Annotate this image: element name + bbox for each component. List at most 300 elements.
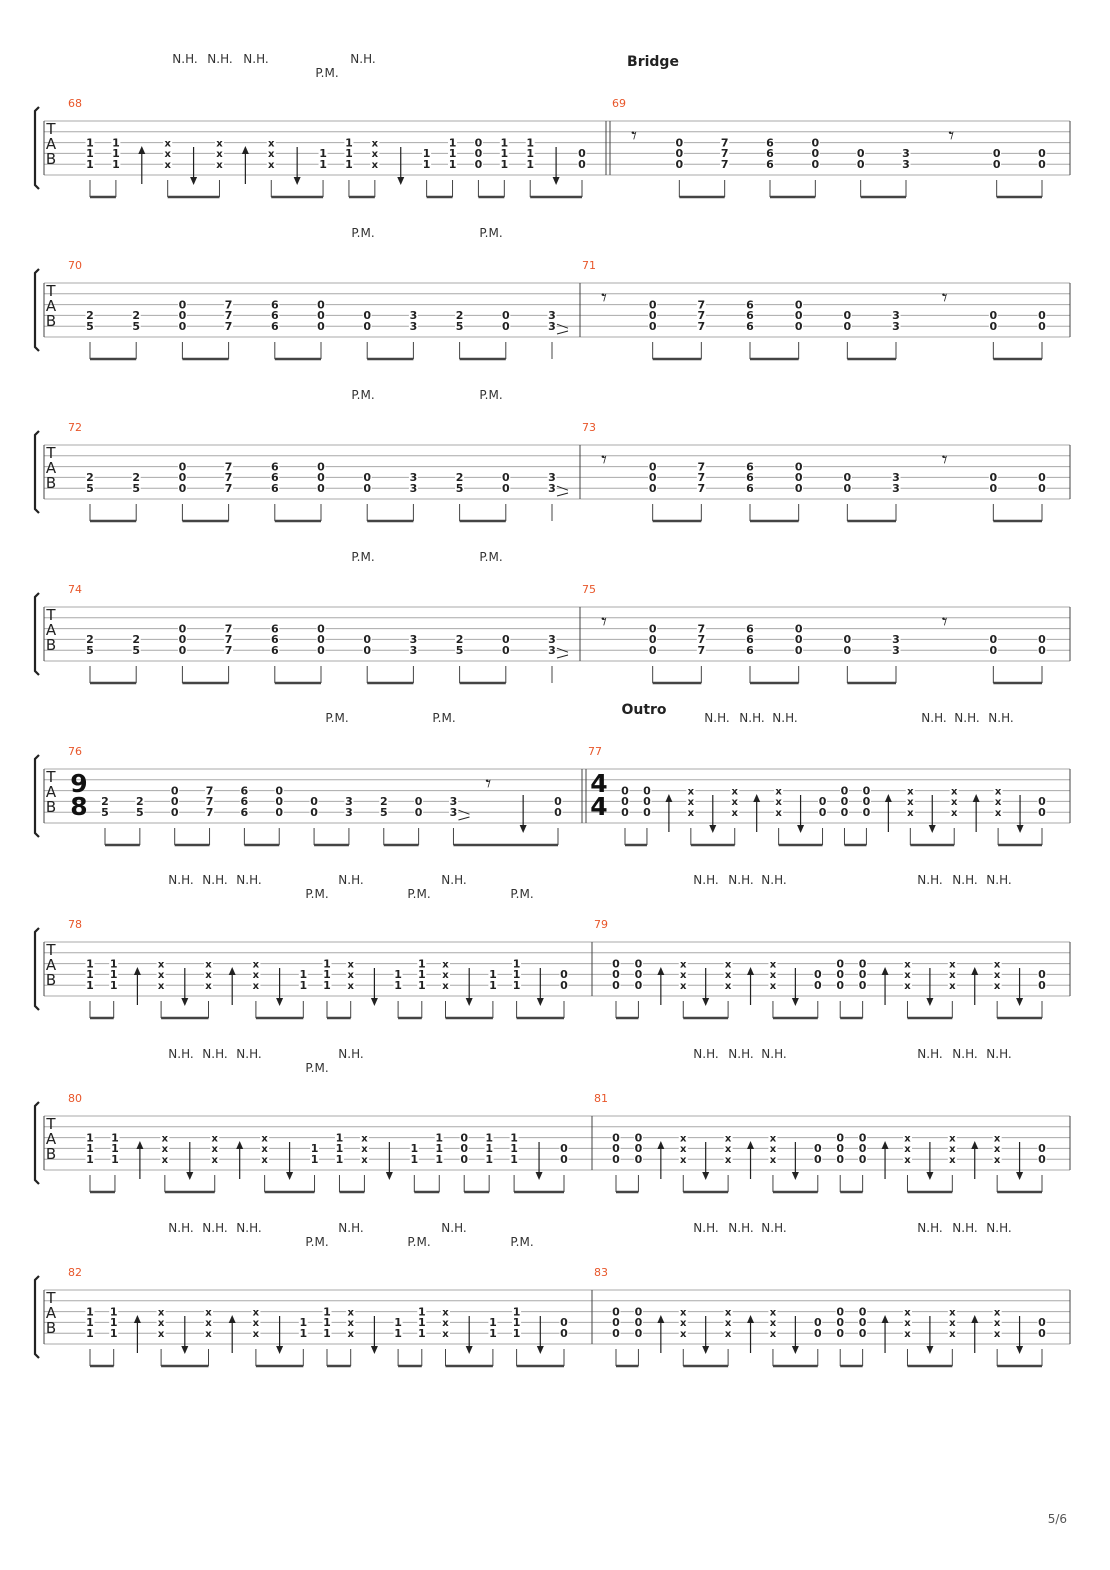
fret-number: 0 xyxy=(840,795,849,809)
bar-number: 83 xyxy=(594,1266,608,1279)
fret-number: 3 xyxy=(892,471,900,485)
dead-note: x xyxy=(252,970,260,982)
dead-note: x xyxy=(371,138,379,150)
dead-note: x xyxy=(205,1318,212,1330)
downstroke-arrow-head xyxy=(276,1346,283,1354)
upstroke-arrow-head xyxy=(136,1141,143,1149)
fret-number: 3 xyxy=(548,471,556,485)
fret-number: 3 xyxy=(409,320,418,333)
dead-note: x xyxy=(680,1329,687,1340)
bar-number: 71 xyxy=(582,259,596,272)
fret-number: 6 xyxy=(746,622,754,636)
fret-number: 0 xyxy=(363,309,372,323)
tab-clef-letter: T xyxy=(46,444,56,462)
fret-number: 0 xyxy=(794,320,803,333)
fret-number: 1 xyxy=(345,158,353,171)
downstroke-arrow-head xyxy=(1017,825,1024,833)
fret-number: 3 xyxy=(902,147,910,161)
fret-number: 6 xyxy=(746,482,754,495)
dead-note: x xyxy=(769,1155,777,1166)
tab-clef-letter: T xyxy=(46,606,56,624)
downstroke-arrow-head xyxy=(709,825,716,833)
fret-number: 0 xyxy=(794,644,803,657)
fret-number: 0 xyxy=(862,795,871,809)
dead-note: x xyxy=(904,1144,911,1156)
fret-number: 0 xyxy=(1038,644,1046,657)
fret-number: 2 xyxy=(455,633,464,647)
fret-number: 6 xyxy=(746,471,754,485)
dead-note: x xyxy=(164,149,171,161)
natural-harmonic-label: N.H. xyxy=(236,1221,262,1235)
upstroke-arrow-head xyxy=(753,794,760,802)
fret-number: 0 xyxy=(612,1305,620,1319)
dead-note: x xyxy=(680,1307,687,1319)
dead-note: x xyxy=(994,797,1002,809)
fret-number: 5 xyxy=(101,806,109,819)
dead-note: x xyxy=(216,138,223,150)
fret-number: 0 xyxy=(634,957,643,971)
fret-number: 0 xyxy=(818,806,827,819)
dead-note: x xyxy=(261,1155,268,1166)
fret-number: 0 xyxy=(554,806,562,819)
system-bracket xyxy=(35,755,39,837)
fret-number: 0 xyxy=(989,320,998,333)
fret-number: 1 xyxy=(394,968,402,982)
fret-number: 0 xyxy=(317,309,325,323)
fret-number: 7 xyxy=(224,320,233,333)
fret-number: 0 xyxy=(170,784,179,798)
fret-number: 0 xyxy=(989,471,998,485)
fret-number: 1 xyxy=(111,1142,119,1156)
dead-note: x xyxy=(724,1329,732,1340)
fret-number: 0 xyxy=(634,1142,643,1156)
dead-note: x xyxy=(731,797,738,809)
dead-note: x xyxy=(769,1133,777,1145)
fret-number: 6 xyxy=(270,298,279,312)
bar-number: 74 xyxy=(68,583,82,596)
fret-number: 1 xyxy=(109,979,118,992)
dead-note: x xyxy=(994,808,1002,819)
tab-clef-letter: T xyxy=(46,120,56,138)
downstroke-arrow-head xyxy=(926,1346,933,1354)
fret-number: 1 xyxy=(323,1316,331,1330)
eighth-rest: 𝄾 xyxy=(948,124,955,149)
bar-number: 77 xyxy=(588,745,602,758)
measure xyxy=(68,918,569,1018)
fret-number: 0 xyxy=(836,1153,845,1166)
fret-number: 0 xyxy=(501,644,510,657)
fret-number: 1 xyxy=(422,147,431,161)
fret-number: 6 xyxy=(746,309,754,323)
fret-number: 1 xyxy=(335,1142,344,1156)
fret-number: 5 xyxy=(86,320,94,333)
fret-number: 0 xyxy=(648,622,657,636)
dead-note: x xyxy=(907,797,914,809)
fret-number: 5 xyxy=(86,482,94,495)
fret-number: 7 xyxy=(224,309,233,323)
dead-note: x xyxy=(157,1318,165,1330)
palm-mute-label: P.M. xyxy=(479,388,503,402)
dead-note: x xyxy=(252,1318,260,1330)
dead-note: x xyxy=(769,970,777,982)
dead-note: x xyxy=(442,981,449,992)
fret-number: 0 xyxy=(836,979,845,992)
upstroke-arrow-head xyxy=(657,1315,664,1323)
fret-number: 0 xyxy=(794,622,803,636)
tab-system xyxy=(35,388,1070,521)
measure xyxy=(580,259,1047,359)
palm-mute-label: P.M. xyxy=(510,887,534,901)
upstroke-arrow-head xyxy=(971,1141,978,1149)
natural-harmonic-label: N.H. xyxy=(728,1221,754,1235)
fret-number: 0 xyxy=(317,622,325,636)
dead-note: x xyxy=(205,981,212,992)
fret-number: 0 xyxy=(1038,309,1046,323)
fret-number: 1 xyxy=(319,147,327,161)
fret-number: 1 xyxy=(485,1153,493,1166)
eighth-rest: 𝄾 xyxy=(941,448,948,473)
fret-number: 1 xyxy=(417,1316,426,1330)
dead-note: x xyxy=(949,1133,956,1145)
fret-number: 5 xyxy=(132,320,141,333)
fret-number: 7 xyxy=(697,298,706,312)
natural-harmonic-label: N.H. xyxy=(988,711,1014,725)
dead-note: x xyxy=(347,1318,354,1330)
fret-number: 7 xyxy=(697,644,706,657)
fret-number: 2 xyxy=(132,633,141,647)
fret-number: 0 xyxy=(310,806,318,819)
fret-number: 0 xyxy=(501,309,510,323)
dead-note: x xyxy=(211,1155,218,1166)
fret-number: 0 xyxy=(794,482,803,495)
tab-system xyxy=(35,873,1070,1018)
dead-note: x xyxy=(157,1307,165,1319)
fret-number: 1 xyxy=(335,1153,344,1166)
fret-number: 0 xyxy=(811,136,820,150)
fret-number: 0 xyxy=(363,644,372,657)
fret-number: 1 xyxy=(512,1305,521,1319)
fret-number: 1 xyxy=(448,136,457,150)
tab-clef-letter: T xyxy=(46,768,56,786)
dead-note: x xyxy=(731,808,738,819)
fret-number: 0 xyxy=(178,482,187,495)
tab-clef-letter: A xyxy=(45,621,57,639)
natural-harmonic-label: N.H. xyxy=(236,1047,262,1061)
downstroke-arrow-head xyxy=(181,998,188,1006)
system-bracket xyxy=(35,1102,39,1184)
fret-number: 0 xyxy=(836,1142,845,1156)
natural-harmonic-label: N.H. xyxy=(338,1221,364,1235)
bar-number: 68 xyxy=(68,97,82,110)
fret-number: 1 xyxy=(526,147,535,161)
fret-number: 1 xyxy=(485,1131,493,1145)
dead-note: x xyxy=(687,786,695,798)
natural-harmonic-label: N.H. xyxy=(728,1047,754,1061)
bar-number: 79 xyxy=(594,918,608,931)
fret-number: 0 xyxy=(634,968,643,982)
fret-number: 0 xyxy=(560,1316,568,1330)
fret-number: 0 xyxy=(836,957,845,971)
tab-clef-letter: A xyxy=(45,783,57,801)
dead-note: x xyxy=(161,1155,169,1166)
upstroke-arrow-head xyxy=(882,967,889,975)
downstroke-arrow-head xyxy=(792,998,799,1006)
downstroke-arrow-head xyxy=(702,1172,709,1180)
dead-note: x xyxy=(993,981,1001,992)
dead-note: x xyxy=(347,1329,354,1340)
natural-harmonic-label: N.H. xyxy=(986,1221,1012,1235)
fret-number: 1 xyxy=(510,1153,518,1166)
fret-number: 7 xyxy=(224,622,233,636)
fret-number: 0 xyxy=(178,460,187,474)
system-bracket xyxy=(35,1276,39,1358)
fret-number: 0 xyxy=(1038,471,1046,485)
bar-number: 76 xyxy=(68,745,82,758)
fret-number: 0 xyxy=(474,158,483,171)
fret-number: 0 xyxy=(560,968,568,982)
fret-number: 0 xyxy=(813,1327,822,1340)
fret-number: 7 xyxy=(697,622,706,636)
downstroke-arrow-head xyxy=(181,1346,188,1354)
palm-mute-label: P.M. xyxy=(351,226,375,240)
dead-note: x xyxy=(268,138,275,150)
tab-clef-letter: T xyxy=(46,282,56,300)
fret-number: 2 xyxy=(86,309,94,323)
fret-number: 1 xyxy=(111,1131,119,1145)
fret-number: 0 xyxy=(1038,482,1046,495)
natural-harmonic-label: N.H. xyxy=(761,1047,787,1061)
dead-note: x xyxy=(361,1155,368,1166)
downstroke-arrow-head xyxy=(536,1172,543,1180)
system-bracket xyxy=(35,431,39,513)
fret-number: 1 xyxy=(510,1131,518,1145)
dead-note: x xyxy=(157,970,165,982)
fret-number: 0 xyxy=(843,482,852,495)
fret-number: 1 xyxy=(109,1305,118,1319)
fret-number: 7 xyxy=(224,633,233,647)
natural-harmonic-label: N.H. xyxy=(441,873,467,887)
fret-number: 0 xyxy=(560,1327,568,1340)
fret-number: 0 xyxy=(363,482,372,495)
fret-number: 0 xyxy=(840,806,849,819)
tab-clef-letter: T xyxy=(46,941,56,959)
system-bracket xyxy=(35,928,39,1010)
fret-number: 0 xyxy=(634,1305,643,1319)
natural-harmonic-label: N.H. xyxy=(202,1221,228,1235)
downstroke-arrow-head xyxy=(929,825,936,833)
bar-number: 70 xyxy=(68,259,82,272)
fret-number: 0 xyxy=(178,471,187,485)
fret-number: 6 xyxy=(270,471,279,485)
tab-system xyxy=(35,550,1070,683)
tab-system xyxy=(35,226,1070,359)
fret-number: 0 xyxy=(317,482,325,495)
fret-number: 0 xyxy=(1038,806,1046,819)
upstroke-arrow-head xyxy=(242,146,249,154)
tab-clef-letter: B xyxy=(45,474,57,492)
downstroke-arrow-head xyxy=(466,1346,473,1354)
fret-number: 0 xyxy=(275,784,284,798)
eighth-rest: 𝄾 xyxy=(941,286,948,311)
fret-number: 0 xyxy=(501,482,510,495)
fret-number: 1 xyxy=(310,1153,319,1166)
system-bracket xyxy=(35,107,39,189)
fret-number: 0 xyxy=(989,644,998,657)
fret-number: 0 xyxy=(578,158,586,171)
fret-number: 0 xyxy=(858,968,867,982)
natural-harmonic-label: N.H. xyxy=(772,711,798,725)
fret-number: 1 xyxy=(109,957,118,971)
fret-number: 7 xyxy=(205,784,214,798)
fret-number: 0 xyxy=(1038,320,1046,333)
dead-note: x xyxy=(904,970,911,982)
fret-number: 6 xyxy=(240,795,249,809)
fret-number: 0 xyxy=(811,158,820,171)
fret-number: 0 xyxy=(992,158,1001,171)
upstroke-arrow-head xyxy=(882,1315,889,1323)
fret-number: 3 xyxy=(409,644,418,657)
natural-harmonic-label: N.H. xyxy=(338,873,364,887)
fret-number: 6 xyxy=(746,320,754,333)
tab-clef-letter: B xyxy=(45,1145,57,1163)
palm-mute-label: P.M. xyxy=(510,1235,534,1249)
fret-number: 0 xyxy=(612,1131,620,1145)
downstroke-arrow-head xyxy=(1016,1346,1023,1354)
tab-clef-letter: B xyxy=(45,312,57,330)
fret-number: 0 xyxy=(560,1142,568,1156)
fret-number: 3 xyxy=(892,309,900,323)
dead-note: x xyxy=(687,808,695,819)
natural-harmonic-label: N.H. xyxy=(693,873,719,887)
fret-number: 1 xyxy=(435,1142,444,1156)
fret-number: 0 xyxy=(1038,1142,1046,1156)
measure xyxy=(68,583,568,683)
dead-note: x xyxy=(361,1144,368,1156)
fret-number: 0 xyxy=(858,1153,867,1166)
fret-number: 0 xyxy=(621,806,629,819)
slide-mark xyxy=(557,493,568,496)
downstroke-arrow-head xyxy=(553,177,560,185)
upstroke-arrow-head xyxy=(229,1315,236,1323)
fret-number: 7 xyxy=(720,158,729,171)
fret-number: 1 xyxy=(86,147,94,161)
measure xyxy=(68,745,563,845)
fret-number: 0 xyxy=(1038,147,1046,161)
dead-note: x xyxy=(347,970,354,982)
natural-harmonic-label: N.H. xyxy=(168,1221,194,1235)
fret-number: 6 xyxy=(270,460,279,474)
measure xyxy=(68,97,587,197)
bar-number: 82 xyxy=(68,1266,82,1279)
natural-harmonic-label: N.H. xyxy=(954,711,980,725)
fret-number: 0 xyxy=(648,460,657,474)
system-bracket xyxy=(35,269,39,351)
natural-harmonic-label: N.H. xyxy=(243,52,269,66)
natural-harmonic-label: N.H. xyxy=(921,711,947,725)
fret-number: 1 xyxy=(512,979,521,992)
tab-clef-letter: B xyxy=(45,971,57,989)
fret-number: 2 xyxy=(132,309,141,323)
dead-note: x xyxy=(268,160,275,171)
fret-number: 0 xyxy=(275,795,284,809)
fret-number: 6 xyxy=(746,633,754,647)
fret-number: 1 xyxy=(86,1327,94,1340)
fret-number: 1 xyxy=(526,136,535,150)
upstroke-arrow-head xyxy=(747,967,754,975)
fret-number: 1 xyxy=(299,1316,308,1330)
fret-number: 7 xyxy=(720,147,729,161)
downstroke-arrow-head xyxy=(190,177,197,185)
fret-number: 6 xyxy=(270,320,279,333)
downstroke-arrow-head xyxy=(792,1346,799,1354)
dead-note: x xyxy=(371,160,379,171)
fret-number: 1 xyxy=(323,1305,331,1319)
tab-systems xyxy=(35,52,1070,1366)
dead-note: x xyxy=(252,981,260,992)
dead-note: x xyxy=(261,1133,268,1145)
fret-number: 6 xyxy=(270,309,279,323)
dead-note: x xyxy=(442,959,449,971)
fret-number: 0 xyxy=(317,320,325,333)
fret-number: 7 xyxy=(697,471,706,485)
fret-number: 0 xyxy=(634,1327,643,1340)
measure xyxy=(68,1092,569,1192)
fret-number: 0 xyxy=(634,979,643,992)
dead-note: x xyxy=(993,1155,1001,1166)
dead-note: x xyxy=(904,1307,911,1319)
fret-number: 7 xyxy=(205,795,214,809)
dead-note: x xyxy=(157,981,165,992)
fret-number: 0 xyxy=(363,633,372,647)
eighth-rest: 𝄾 xyxy=(601,286,607,311)
fret-number: 0 xyxy=(612,968,620,982)
fret-number: 0 xyxy=(460,1142,469,1156)
fret-number: 0 xyxy=(560,1153,568,1166)
tab-clef-letter: A xyxy=(45,297,57,315)
dead-note: x xyxy=(164,138,171,150)
fret-number: 6 xyxy=(746,460,754,474)
fret-number: 1 xyxy=(512,1327,521,1340)
downstroke-arrow-head xyxy=(286,1172,293,1180)
fret-number: 0 xyxy=(843,320,852,333)
dead-note: x xyxy=(164,160,171,171)
dead-note: x xyxy=(904,959,911,971)
fret-number: 3 xyxy=(892,633,900,647)
dead-note: x xyxy=(211,1144,218,1156)
palm-mute-label: P.M. xyxy=(351,388,375,402)
downstroke-arrow-head xyxy=(1016,1172,1023,1180)
fret-number: 0 xyxy=(1038,158,1046,171)
fret-number: 3 xyxy=(548,320,556,333)
fret-number: 3 xyxy=(892,644,900,657)
fret-number: 3 xyxy=(345,795,353,809)
dead-note: x xyxy=(950,797,958,809)
dead-note: x xyxy=(157,959,165,971)
fret-number: 2 xyxy=(86,471,94,485)
upstroke-arrow-head xyxy=(657,1141,664,1149)
fret-number: 0 xyxy=(813,1316,822,1330)
fret-number: 1 xyxy=(489,1316,497,1330)
fret-number: 1 xyxy=(510,1142,518,1156)
downstroke-arrow-head xyxy=(797,825,804,833)
fret-number: 0 xyxy=(648,298,657,312)
fret-number: 1 xyxy=(500,136,509,150)
dead-note: x xyxy=(252,1307,260,1319)
fret-number: 1 xyxy=(86,136,94,150)
dead-note: x xyxy=(268,149,275,161)
dead-note: x xyxy=(724,1307,732,1319)
upstroke-arrow-head xyxy=(971,1315,978,1323)
